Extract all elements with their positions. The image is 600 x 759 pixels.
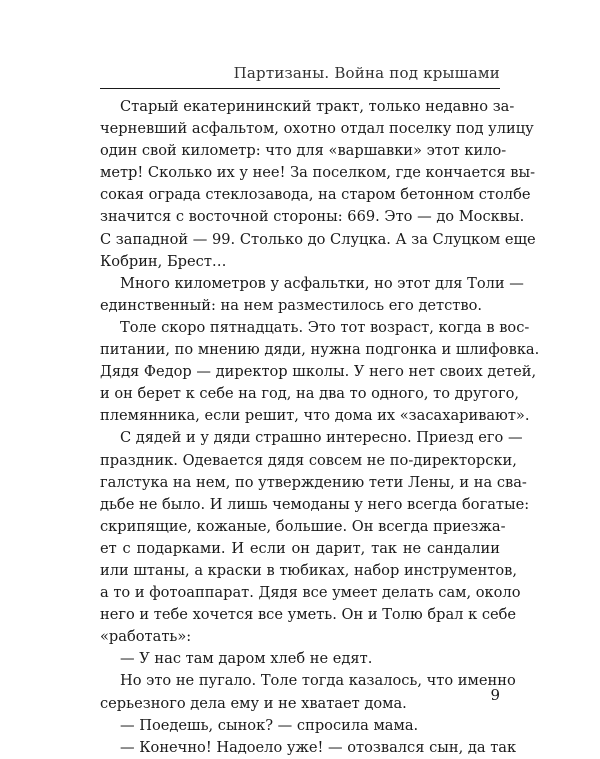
text-line: — У нас там даром хлеб не едят. [120,650,373,668]
text-line: праздник. Одевается дядя совсем не по-директорски, [100,451,517,469]
text-line: серьезного дела ему и не хватает дома. [100,694,407,712]
text-line: единственный: на нем разместилось его детство. [100,296,483,314]
text-line: Толе скоро пятнадцать. Это тот возраст, когда в вос- [120,318,530,336]
text-line: Кобрин, Брест… [100,252,227,270]
text-line: или штаны, а краски в тюбиках, набор инструментов, [100,561,518,579]
header-divider [100,88,500,89]
text-line: один свой километр: что для «варшавки» этот кило- [100,142,507,160]
text-line: галстука на нем, по утверждению тети Лены, и на сва- [100,473,527,491]
text-line: ет с подарками. И если он дарит, так не сандалии [100,539,500,557]
text-line: и он берет к себе на год, на два то одного, то другого, [100,385,520,403]
text-line: Старый екатерининский тракт, только недавно за- [120,98,515,115]
text-line: него и тебе хочется все уметь. Он и Толю брал к себе [100,606,517,624]
text-line: Но это не пугало. Толе тогда казалось, что именно [120,672,516,690]
page-body [100,96,540,759]
text-line: значится с восточной стороны: 669. Это — до Москвы. [100,208,525,226]
text-line: племянника, если решит, что дома их «засахаривают». [100,407,530,425]
text-line: метр! Сколько их у нее! За поселком, где кончается вы- [100,164,536,182]
text-line: «работать»: [100,628,192,646]
page-number: 9 [490,686,500,704]
text-line: С дядей и у дяди страшно интересно. Приезд его — [120,429,523,447]
text-line: дьбе не было. И лишь чемоданы у него всегда богатые: [100,495,530,513]
text-line: — Конечно! Надоело уже! — отозвался сын, да так [120,738,517,756]
text-line: сокая ограда стеклозавода, на старом бетонном столбе [100,186,531,204]
text-line: Дядя Федор — директор школы. У него нет своих детей, [100,363,537,381]
text-line: питании, по мнению дяди, нужна подгонка и шлифовка. [100,341,540,359]
running-header-title: Партизаны. Война под крышами [233,64,500,82]
text-line: а то и фотоаппарат. Дядя все умеет делать сам, около [100,584,521,602]
text-line: черневший асфальтом, охотно отдал поселку под улицу [100,120,534,138]
text-line: скрипящие, кожаные, большие. Он всегда приезжа- [100,517,506,535]
text-line: — Поедешь, сынок? — спросила мама. [120,716,419,734]
text-line: С западной — 99. Столько до Слуцка. А за Слуцком еще [100,230,536,248]
text-line: Много километров у асфальтки, но этот для Толи — [120,274,524,292]
